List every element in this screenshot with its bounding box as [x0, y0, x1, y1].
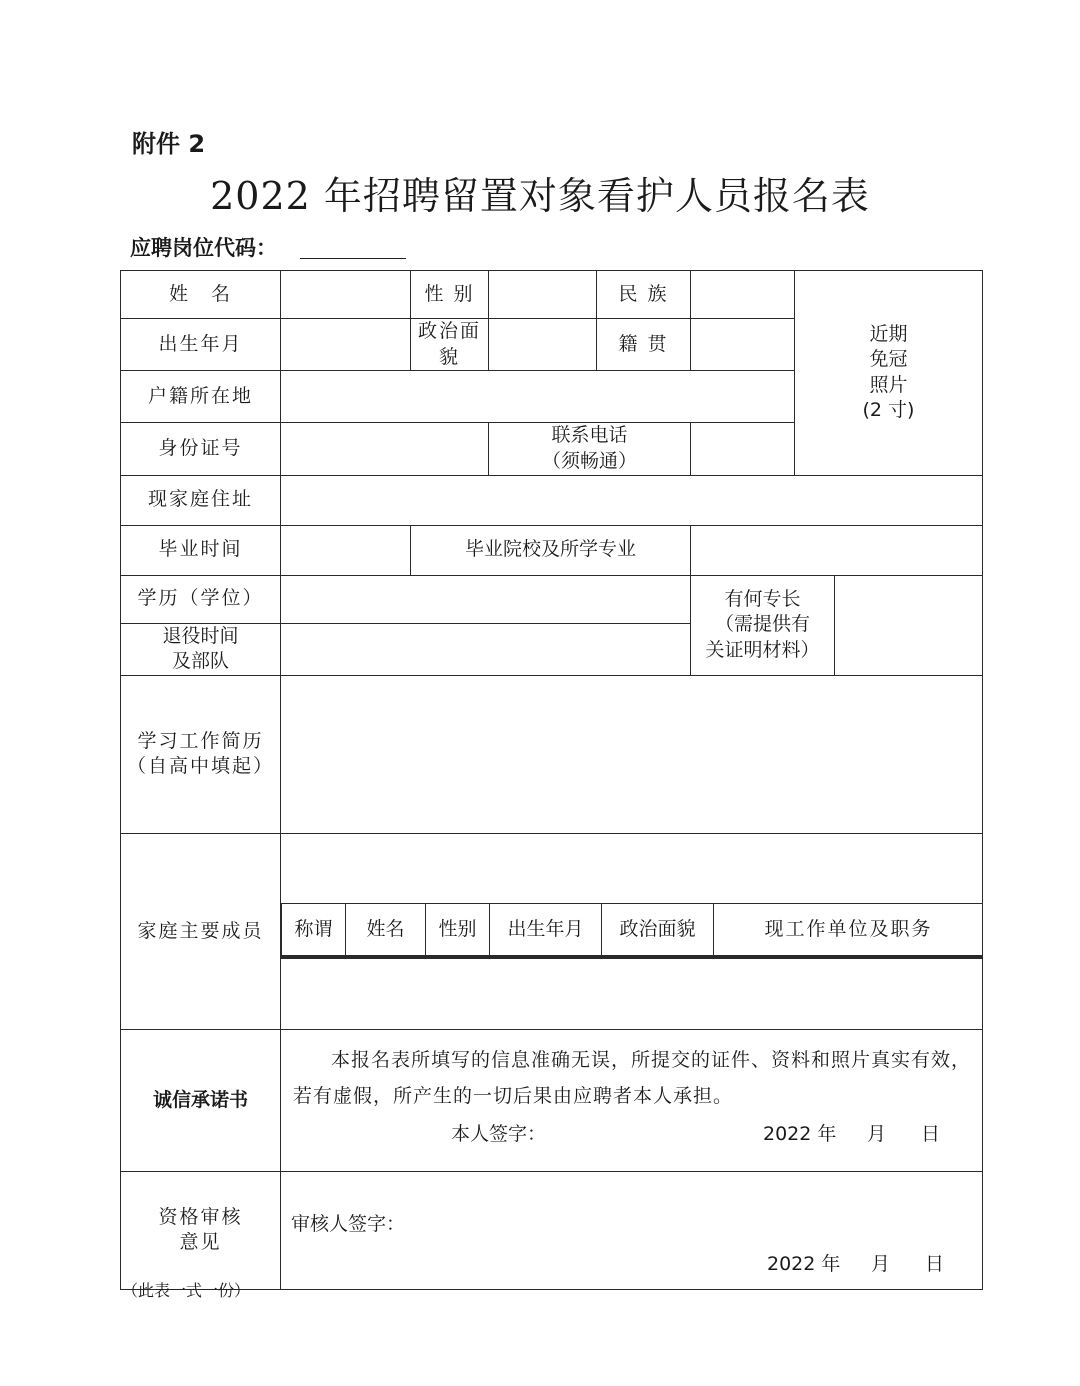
name-label: 姓 名: [121, 271, 281, 319]
pledge-sign-row: [281, 1114, 982, 1158]
review-label: [121, 1171, 281, 1289]
photo-label-line: (2 寸): [862, 399, 915, 422]
household-label: 户籍所在地: [121, 371, 281, 423]
ethnicity-label: 民 族: [597, 271, 691, 319]
family-header-name: 姓名: [346, 904, 426, 956]
pledge-label: 诚信承诺书: [121, 1029, 281, 1171]
review-label-line: 资格审核: [158, 1205, 243, 1228]
pledge-cell: [281, 1029, 983, 1171]
resume-input[interactable]: [281, 675, 983, 833]
pledge-text: 本报名表所填写的信息准确无误，所提交的证件、资料和照片真实有效，若有虚假，所产生的一切后果由应聘者本人承担。: [293, 1048, 972, 1107]
family-members-table: [281, 903, 983, 959]
family-cell[interactable]: [282, 958, 346, 959]
review-label-line: 意见: [179, 1231, 222, 1254]
gender-input[interactable]: [489, 271, 597, 319]
specialty-label: [691, 575, 835, 675]
family-cell[interactable]: [714, 958, 983, 959]
military-label: [121, 623, 281, 675]
family-header-gender: 性别: [426, 904, 490, 956]
registration-form-table: [120, 270, 983, 1290]
birth-input[interactable]: [281, 319, 411, 371]
review-date-month: 月: [871, 1252, 891, 1275]
specialty-label-line: 有何专长: [724, 587, 801, 610]
phone-label: [489, 423, 691, 475]
photo-label-line: 近期: [869, 322, 908, 345]
specialty-input[interactable]: [835, 575, 983, 675]
photo-box[interactable]: [795, 271, 983, 476]
education-input[interactable]: [281, 575, 691, 623]
specialty-label-line: （需提供有: [714, 613, 810, 636]
native-place-label: 籍 贯: [597, 319, 691, 371]
school-major-label: 毕业院校及所学专业: [411, 525, 691, 575]
phone-label-line: （须畅通）: [541, 449, 637, 472]
specialty-label-line: 关证明材料）: [705, 639, 820, 662]
family-cell[interactable]: [490, 958, 602, 959]
family-cell[interactable]: [346, 958, 426, 959]
household-input[interactable]: [281, 371, 795, 423]
review-date-day: 日: [925, 1252, 945, 1275]
pledge-date-day: 日: [921, 1122, 941, 1145]
name-input[interactable]: [281, 271, 411, 319]
phone-input[interactable]: [691, 423, 795, 475]
grad-time-input[interactable]: [281, 525, 411, 575]
phone-label-line: 联系电话: [551, 424, 628, 447]
id-number-label: 身份证号: [121, 423, 281, 475]
political-input[interactable]: [489, 319, 597, 371]
resume-label: [121, 675, 281, 833]
pledge-date-year: 2022 年: [763, 1122, 837, 1145]
family-header-political: 政治面貌: [602, 904, 714, 956]
address-label: 现家庭住址: [121, 475, 281, 525]
self-sign-label: 本人签字：: [451, 1122, 547, 1145]
family-header-birth: 出生年月: [490, 904, 602, 956]
military-input[interactable]: [281, 623, 691, 675]
family-members-cell: [281, 833, 983, 1029]
review-content: [281, 1172, 982, 1288]
address-input[interactable]: [281, 475, 983, 525]
form-title: 2022 年招聘留置对象看护人员报名表: [210, 174, 870, 218]
resume-label-line: （自高中填起）: [126, 755, 274, 778]
id-number-input[interactable]: [281, 423, 489, 475]
reviewer-sign-label: 审核人签字：: [291, 1212, 406, 1235]
pledge-date-month: 月: [867, 1122, 887, 1145]
position-code-field[interactable]: [300, 258, 406, 259]
family-label: 家庭主要成员: [121, 833, 281, 1029]
gender-label: 性 别: [411, 271, 489, 319]
position-code-label: 应聘岗位代码：: [130, 236, 277, 260]
resume-label-line: 学习工作简历: [137, 729, 264, 752]
family-cell[interactable]: [602, 958, 714, 959]
review-date-year: 2022 年: [767, 1252, 841, 1275]
copies-note: （此表一式一份）: [122, 1281, 251, 1300]
military-label-line: 退役时间: [162, 624, 239, 647]
ethnicity-input[interactable]: [691, 271, 795, 319]
attachment-label: 附件 2: [132, 130, 206, 158]
review-cell[interactable]: [281, 1171, 983, 1289]
family-cell[interactable]: [426, 958, 490, 959]
family-header-employer: 现工作单位及职务: [714, 904, 983, 956]
birth-label: 出生年月: [121, 319, 281, 371]
school-major-input[interactable]: [691, 525, 983, 575]
photo-label-line: 免冠: [869, 348, 908, 371]
education-label: 学历（学位）: [121, 575, 281, 623]
family-header-title: 称谓: [282, 904, 346, 956]
native-place-input[interactable]: [691, 319, 795, 371]
military-label-line: 及部队: [171, 650, 229, 673]
grad-time-label: 毕业时间: [121, 525, 281, 575]
political-label: 政治面貌: [411, 319, 489, 371]
photo-label-line: 照片: [869, 373, 908, 396]
